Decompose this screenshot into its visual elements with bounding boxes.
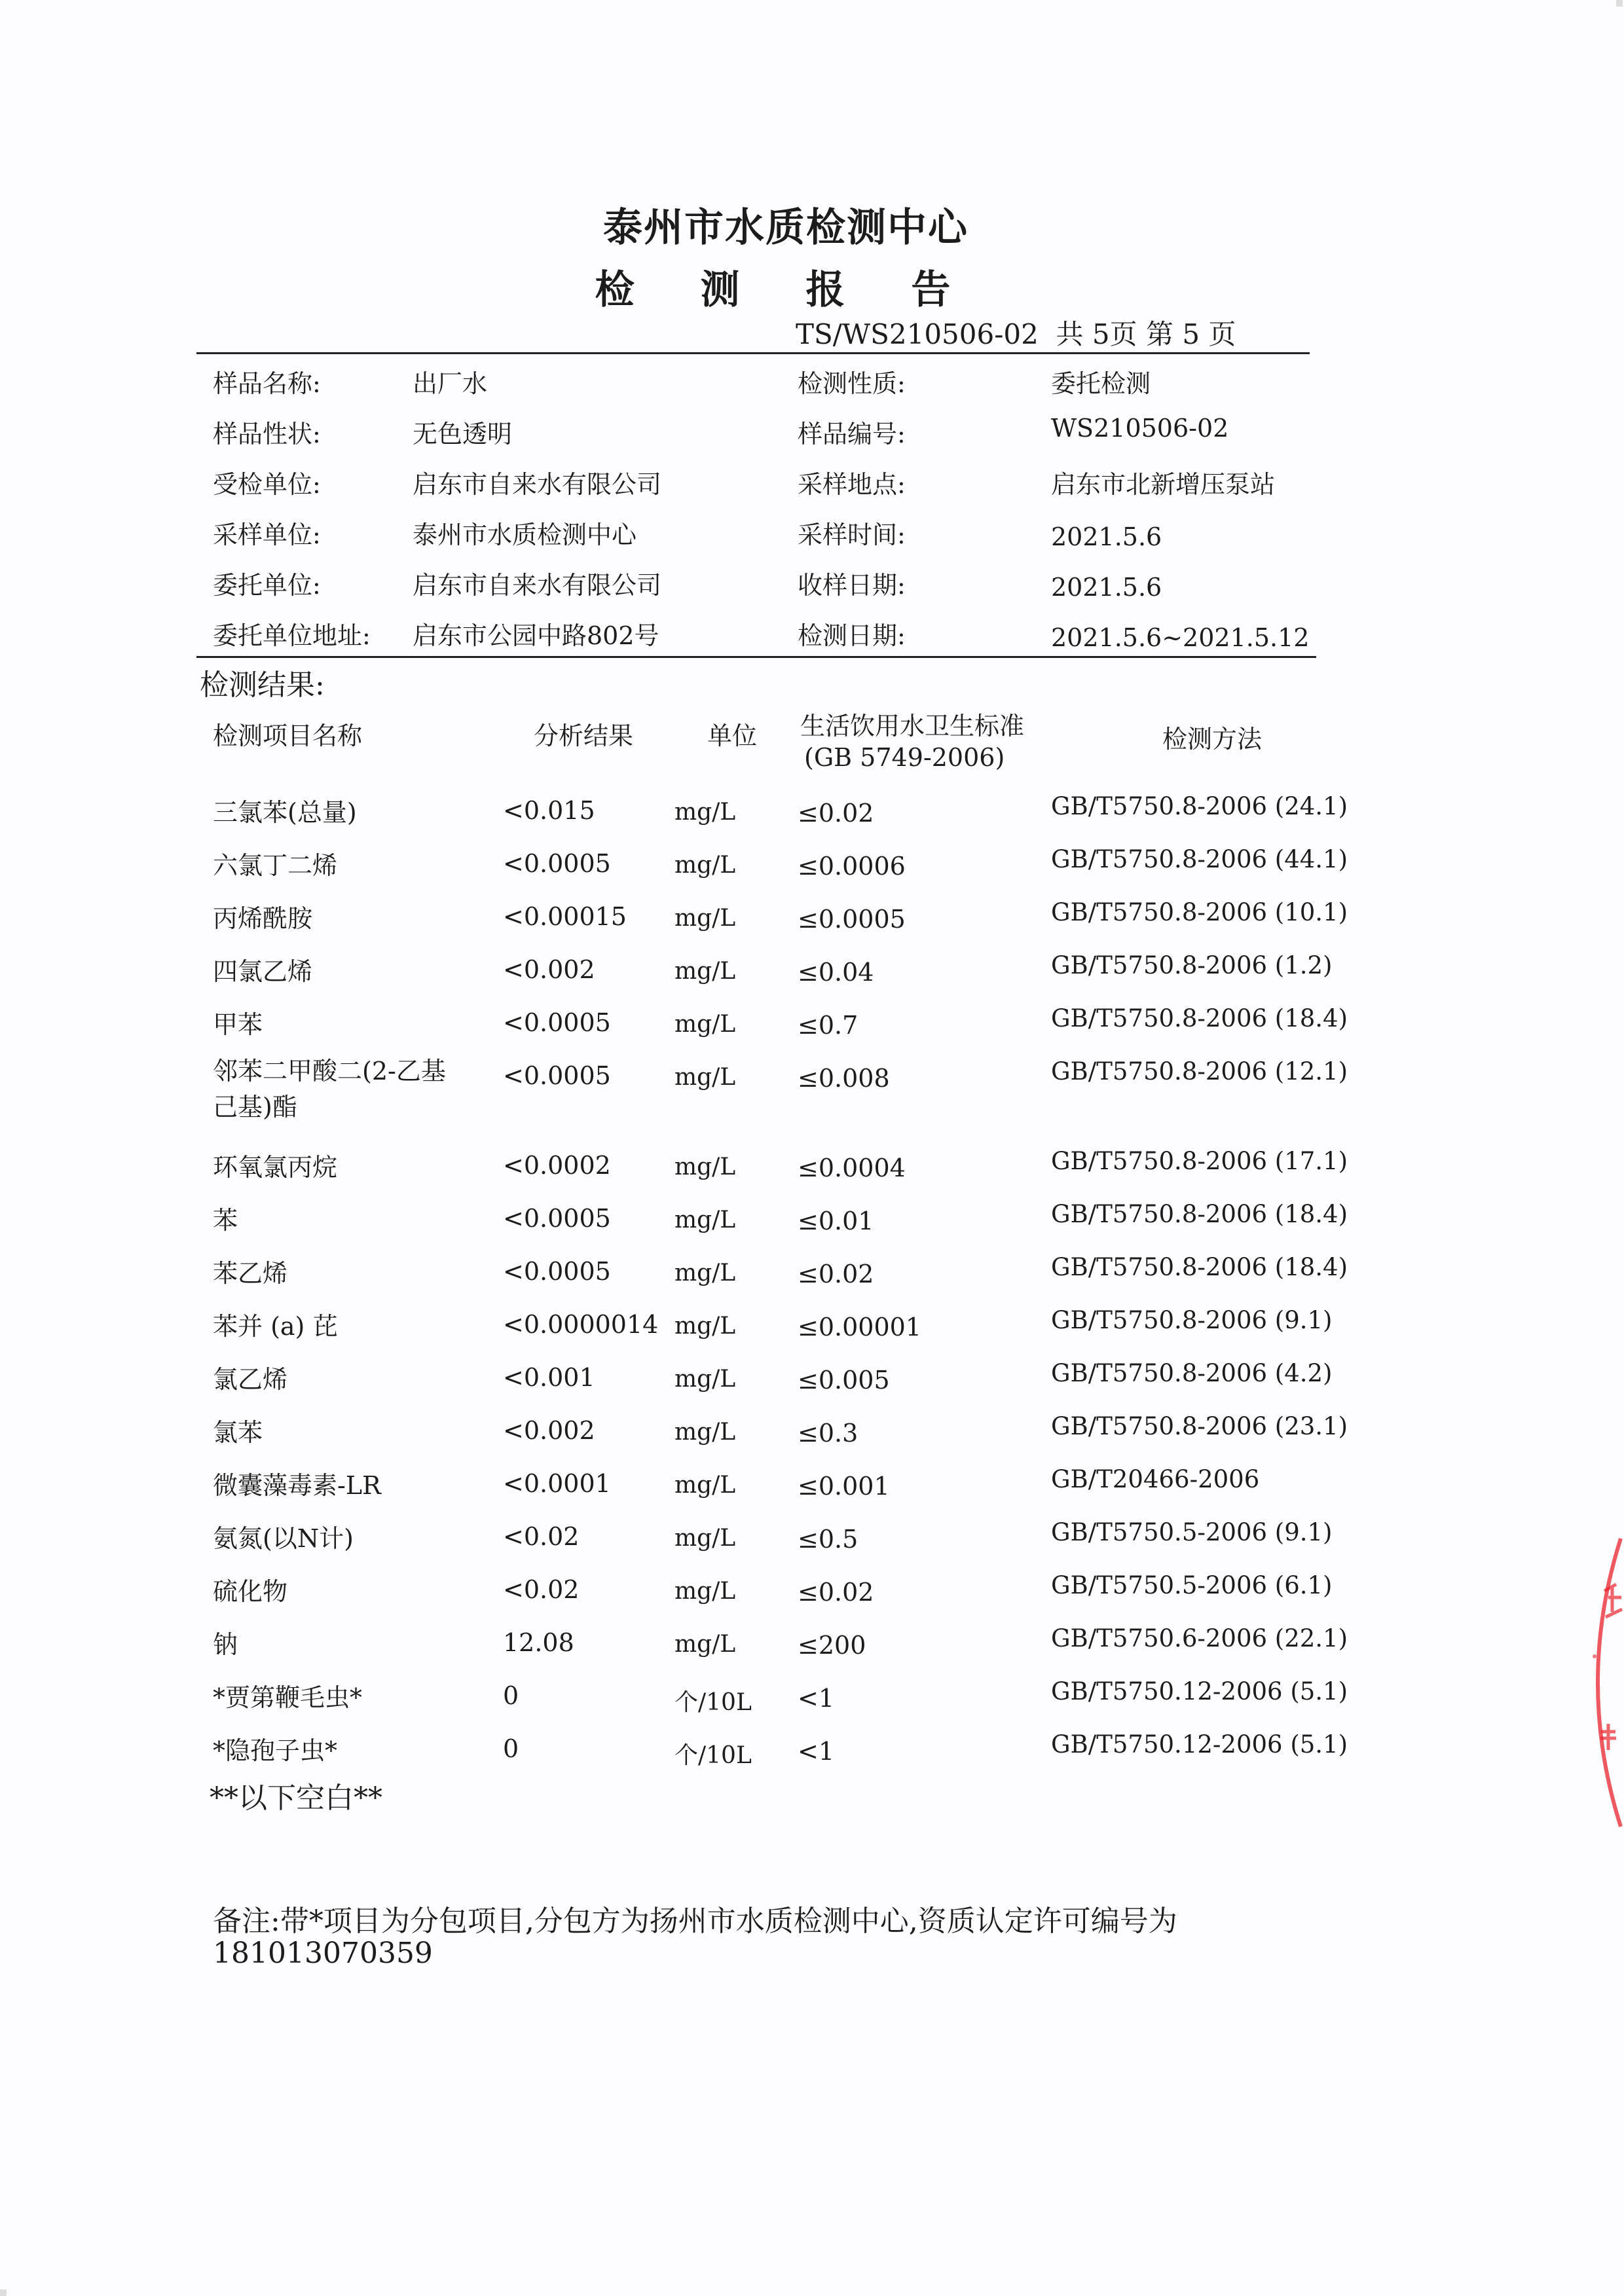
row-standard: ≤0.02 (798, 799, 874, 828)
col-header-result: 分析结果 (534, 721, 634, 750)
row-result: <0.0005 (503, 1204, 611, 1233)
row-unit: mg/L (674, 1064, 736, 1091)
row-method: GB/T5750.8-2006 (12.1) (1051, 1057, 1348, 1085)
seal-dot (1593, 1654, 1596, 1658)
row-item-name: 环氧氯丙烷 (213, 1153, 338, 1182)
row-standard: ≤0.008 (798, 1064, 890, 1093)
red-seal-partial (1568, 1532, 1624, 1833)
row-unit: mg/L (674, 1011, 736, 1038)
col-header-standard-ref: (GB 5749-2006) (804, 743, 1005, 772)
info-label-left: 样品名称: (213, 369, 321, 398)
row-item-name-cont: 己基)酯 (213, 1093, 297, 1121)
row-method: GB/T5750.8-2006 (9.1) (1051, 1306, 1333, 1334)
row-item-name: 三氯苯(总量) (213, 798, 357, 827)
row-standard: ≤0.0005 (798, 905, 906, 934)
info-value-right: WS210506-02 (1051, 414, 1229, 443)
info-value-right: 启东市北新增压泵站 (1051, 470, 1276, 499)
row-result: 0 (503, 1734, 519, 1763)
info-value-left: 启东市公园中路802号 (413, 621, 659, 650)
info-value-left: 启东市自来水有限公司 (413, 470, 662, 499)
org-title: 泰州市水质检测中心 (603, 205, 969, 251)
row-standard: ≤0.00001 (798, 1313, 921, 1341)
info-label-right: 采样地点: (798, 470, 906, 499)
info-label-left: 委托单位: (213, 571, 321, 600)
row-unit: mg/L (674, 1578, 736, 1605)
row-result: <0.02 (503, 1522, 580, 1551)
row-standard: ≤0.0004 (798, 1154, 906, 1182)
row-result: <0.02 (503, 1575, 580, 1604)
info-value-left: 启东市自来水有限公司 (413, 571, 662, 600)
row-result: <0.001 (503, 1363, 595, 1392)
row-standard: ≤0.005 (798, 1366, 890, 1394)
row-standard: ≤0.02 (798, 1260, 874, 1288)
info-label-right: 检测日期: (798, 621, 906, 650)
row-unit: mg/L (674, 905, 736, 932)
info-label-right: 样品编号: (798, 420, 906, 448)
row-method: GB/T5750.12-2006 (5.1) (1051, 1677, 1348, 1705)
row-unit: 个/10L (674, 1742, 752, 1769)
row-method: GB/T5750.5-2006 (9.1) (1051, 1518, 1333, 1546)
row-item-name: 微囊藻毒素-LR (213, 1471, 381, 1500)
row-result: <0.0002 (503, 1151, 611, 1180)
row-method: GB/T5750.8-2006 (1.2) (1051, 951, 1333, 979)
report-number-line (796, 313, 1236, 352)
info-label-right: 收样日期: (798, 571, 906, 600)
row-standard: <1 (798, 1737, 835, 1766)
row-result: <0.0001 (503, 1469, 611, 1498)
info-label-left: 委托单位地址: (213, 621, 371, 650)
row-item-name: 四氯乙烯 (213, 957, 313, 986)
row-method: GB/T5750.5-2006 (6.1) (1051, 1571, 1333, 1599)
report-number: TS/WS210506-02 (796, 318, 1039, 350)
row-standard: ≤0.0006 (798, 852, 906, 881)
row-method: GB/T5750.8-2006 (10.1) (1051, 898, 1348, 926)
row-item-name: 氯乙烯 (213, 1365, 288, 1394)
row-unit: 个/10L (674, 1689, 752, 1716)
info-label-right: 检测性质: (798, 369, 906, 398)
row-unit: mg/L (674, 1525, 736, 1552)
row-unit: mg/L (674, 1154, 736, 1180)
row-standard: ≤0.04 (798, 958, 874, 987)
row-method: GB/T5750.8-2006 (4.2) (1051, 1359, 1333, 1387)
row-item-name: 苯并 (a) 芘 (213, 1312, 338, 1341)
col-header-item: 检测项目名称 (213, 721, 363, 750)
row-result: <0.002 (503, 955, 595, 984)
info-value-left: 无色透明 (413, 420, 513, 448)
row-standard: ≤0.5 (798, 1525, 858, 1554)
row-method: GB/T5750.6-2006 (22.1) (1051, 1624, 1348, 1652)
row-result: <0.015 (503, 796, 595, 825)
seal-arc (1598, 1539, 1621, 1827)
row-item-name: 苯 (213, 1206, 238, 1235)
col-header-unit: 单位 (707, 721, 758, 750)
info-value-left: 出厂水 (413, 369, 488, 398)
row-unit: mg/L (674, 1313, 736, 1339)
col-header-standard: 生活饮用水卫生标准 (800, 712, 1025, 740)
row-standard: ≤0.3 (798, 1419, 858, 1448)
scan-mark-bottom-left (0, 2289, 7, 2296)
row-item-name: 氯苯 (213, 1418, 263, 1447)
row-result: <0.0005 (503, 1061, 611, 1090)
info-label-left: 采样单位: (213, 520, 321, 549)
row-result: <0.00015 (503, 902, 627, 931)
row-method: GB/T5750.8-2006 (17.1) (1051, 1147, 1348, 1175)
info-label-left: 样品性状: (213, 420, 321, 448)
row-result: <0.0005 (503, 1008, 611, 1037)
row-method: GB/T5750.8-2006 (23.1) (1051, 1412, 1348, 1440)
row-item-name: 邻苯二甲酸二(2-乙基 (213, 1057, 446, 1085)
info-value-right: 2021.5.6~2021.5.12 (1051, 623, 1310, 652)
row-standard: <1 (798, 1684, 835, 1713)
row-standard: ≤0.02 (798, 1578, 874, 1607)
row-unit: mg/L (674, 1207, 736, 1233)
info-label-left: 受检单位: (213, 470, 321, 499)
info-value-right: 2021.5.6 (1051, 573, 1162, 602)
row-result: 12.08 (503, 1628, 574, 1657)
row-standard: ≤0.001 (798, 1472, 890, 1501)
row-method: GB/T5750.8-2006 (44.1) (1051, 845, 1348, 873)
col-header-method: 检测方法 (1162, 725, 1263, 754)
row-unit: mg/L (674, 1366, 736, 1393)
row-unit: mg/L (674, 1472, 736, 1499)
row-unit: mg/L (674, 1260, 736, 1286)
row-item-name: 丙烯酰胺 (213, 904, 313, 933)
row-item-name: *贾第鞭毛虫* (213, 1683, 363, 1712)
row-unit: mg/L (674, 852, 736, 879)
row-standard: ≤0.01 (798, 1207, 874, 1235)
row-method: GB/T20466-2006 (1051, 1465, 1260, 1493)
report-title: 检 测 报 告 (595, 267, 977, 313)
row-item-name: 钠 (213, 1630, 238, 1659)
info-label-right: 采样时间: (798, 520, 906, 549)
row-method: GB/T5750.8-2006 (18.4) (1051, 1253, 1348, 1281)
row-standard: ≤0.7 (798, 1011, 858, 1040)
row-unit: mg/L (674, 799, 736, 826)
row-item-name: 苯乙烯 (213, 1259, 288, 1288)
page-indicator: 共 5页 第 5 页 (1056, 318, 1236, 350)
row-result: <0.0000014 (503, 1310, 659, 1339)
info-value-left: 泰州市水质检测中心 (413, 520, 637, 549)
row-item-name: 甲苯 (213, 1010, 263, 1039)
row-item-name: 六氯丁二烯 (213, 851, 338, 880)
header-rule-top (196, 352, 1310, 354)
blank-marker: **以下空白** (210, 1781, 382, 1815)
row-item-name: 氨氮(以N计) (213, 1524, 354, 1553)
row-item-name: 硫化物 (213, 1577, 288, 1606)
row-standard: ≤200 (798, 1631, 866, 1660)
row-result: 0 (503, 1681, 519, 1710)
note-line-2: 181013070359 (213, 1937, 433, 1970)
row-method: GB/T5750.8-2006 (18.4) (1051, 1200, 1348, 1228)
row-unit: mg/L (674, 1631, 736, 1658)
results-section-label: 检测结果: (200, 668, 325, 702)
row-method: GB/T5750.8-2006 (18.4) (1051, 1004, 1348, 1032)
row-result: <0.002 (503, 1416, 595, 1445)
row-unit: mg/L (674, 1419, 736, 1446)
row-result: <0.0005 (503, 849, 611, 878)
row-item-name: *隐孢子虫* (213, 1736, 338, 1765)
note-line-1: 备注:带*项目为分包项目,分包方为扬州市水质检测中心,资质认定许可编号为 (213, 1904, 1177, 1938)
info-value-right: 2021.5.6 (1051, 522, 1162, 551)
row-unit: mg/L (674, 958, 736, 985)
info-value-right: 委托检测 (1051, 369, 1151, 398)
header-rule-bottom (196, 656, 1316, 658)
row-result: <0.0005 (503, 1257, 611, 1286)
row-method: GB/T5750.12-2006 (5.1) (1051, 1730, 1348, 1758)
row-method: GB/T5750.8-2006 (24.1) (1051, 792, 1348, 820)
scan-mark-top-right (1616, 0, 1623, 7)
